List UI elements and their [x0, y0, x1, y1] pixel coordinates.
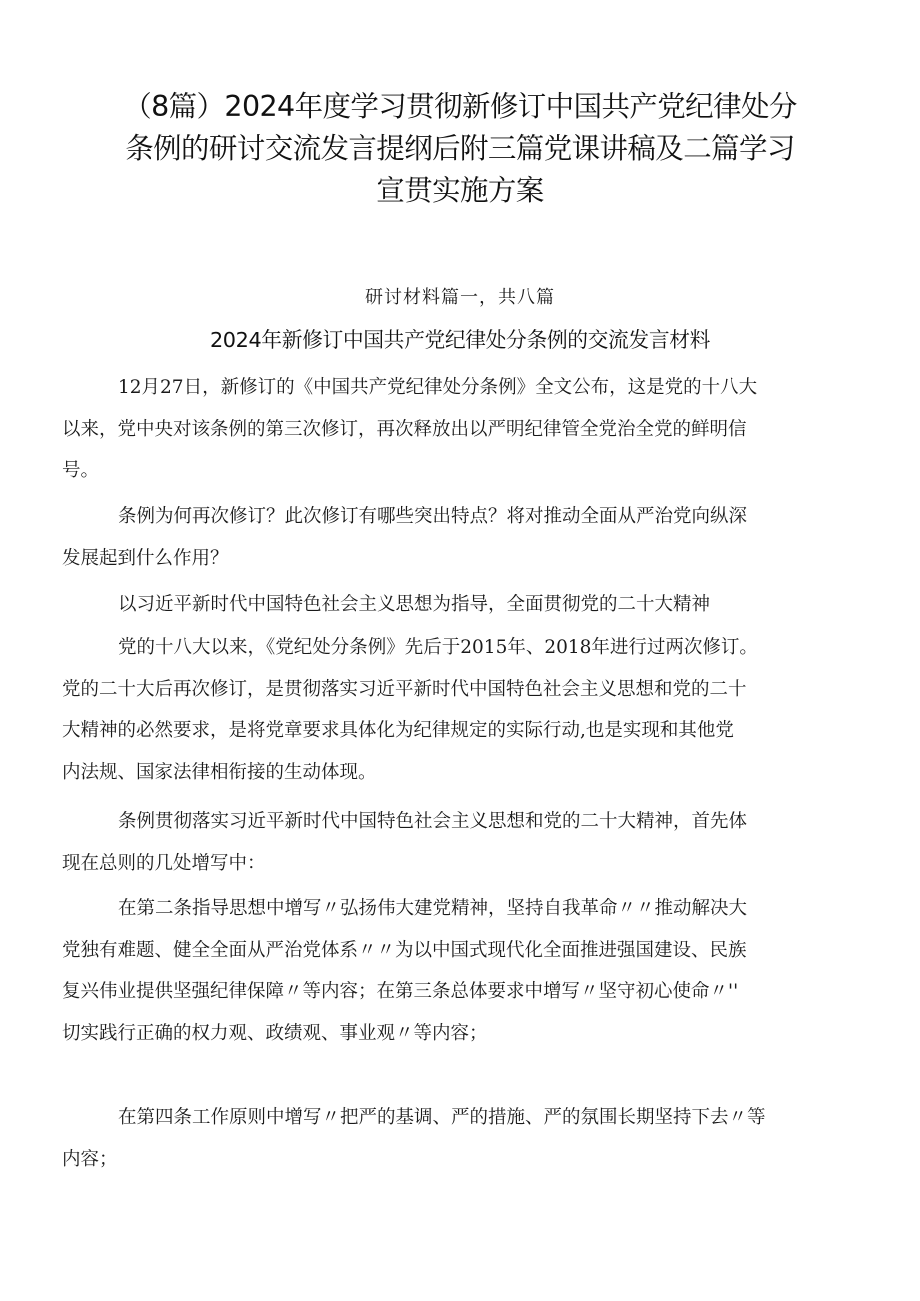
paragraph-line: 切实践行正确的权力观、政绩观、事业观〃等内容； [62, 1022, 488, 1044]
section-label: 研讨材料篇一，共八篇 [365, 287, 555, 308]
paragraph-line: 党的二十大后再次修订，是贯彻落实习近平新时代中国特色社会主义思想和党的二十 [62, 678, 747, 700]
paragraph [62, 627, 862, 793]
paragraph [62, 801, 862, 884]
paragraph-line: 大精神的必然要求，是将党章要求具体化为纪律规定的实际行动,也是实现和其他党 [62, 720, 734, 741]
paragraph-line: 条例为何再次修订？此次修订有哪些突出特点？将对推动全面从严治党向纵深 [118, 506, 748, 527]
paragraph [62, 496, 862, 579]
paragraph-line: 以来，党中央对该条例的第三次修订，再次释放出以严明纪律管全党治全党的鲜明信 [62, 418, 747, 440]
paragraph [62, 888, 862, 1054]
paragraph-line: 现在总则的几处增写中： [62, 852, 266, 874]
paragraph-line: 在第二条指导思想中增写〃弘扬伟大建党精神，坚持自我革命〃〃推动解决大 [118, 898, 748, 919]
title-line: （8篇）2024年度学习贯彻新修订中国共产党纪律处分 [123, 90, 797, 123]
section-heading: 2024年新修订中国共产党纪律处分条例的交流发言材料 [209, 328, 711, 352]
paragraph-line: 内法规、国家法律相衔接的生动体现。 [62, 761, 377, 783]
paragraph-line: 发展起到什么作用？ [62, 547, 229, 569]
document-title [60, 86, 860, 212]
paragraph-line: 在第四条工作原则中增写〃把严的基调、严的措施、严的氛围长期坚持下去〃等 [118, 1107, 766, 1128]
paragraph-line: 号。 [62, 460, 100, 481]
paragraph [62, 367, 862, 492]
paragraph-line: 条例贯彻落实习近平新时代中国特色社会主义思想和党的二十大精神，首先体 [118, 811, 748, 832]
paragraph-line: 复兴伟业提供坚强纪律保障〃等内容；在第三条总体要求中增写〃坚守初心使命〃'' [62, 981, 739, 1002]
title-line: 条例的研讨交流发言提纲后附三篇党课讲稿及二篇学习 [125, 132, 795, 165]
paragraph-line: 以习近平新时代中国特色社会主义思想为指导，全面贯彻党的二十大精神 [118, 594, 711, 615]
paragraph-line: 党独有难题、健全全面从严治党体系〃〃为以中国式现代化全面推进强国建设、民族 [62, 939, 747, 961]
paragraph [62, 1097, 862, 1180]
paragraph [62, 584, 862, 626]
paragraph-line: 12月27日，新修订的《中国共产党纪律处分条例》全文公布，这是党的十八大 [118, 377, 758, 398]
paragraph-line: 内容； [62, 1148, 118, 1170]
title-line: 宣贯实施方案 [376, 174, 544, 207]
paragraph-line: 党的十八大以来，《党纪处分条例》先后于2015年、2018年进行过两次修订。 [118, 637, 758, 658]
